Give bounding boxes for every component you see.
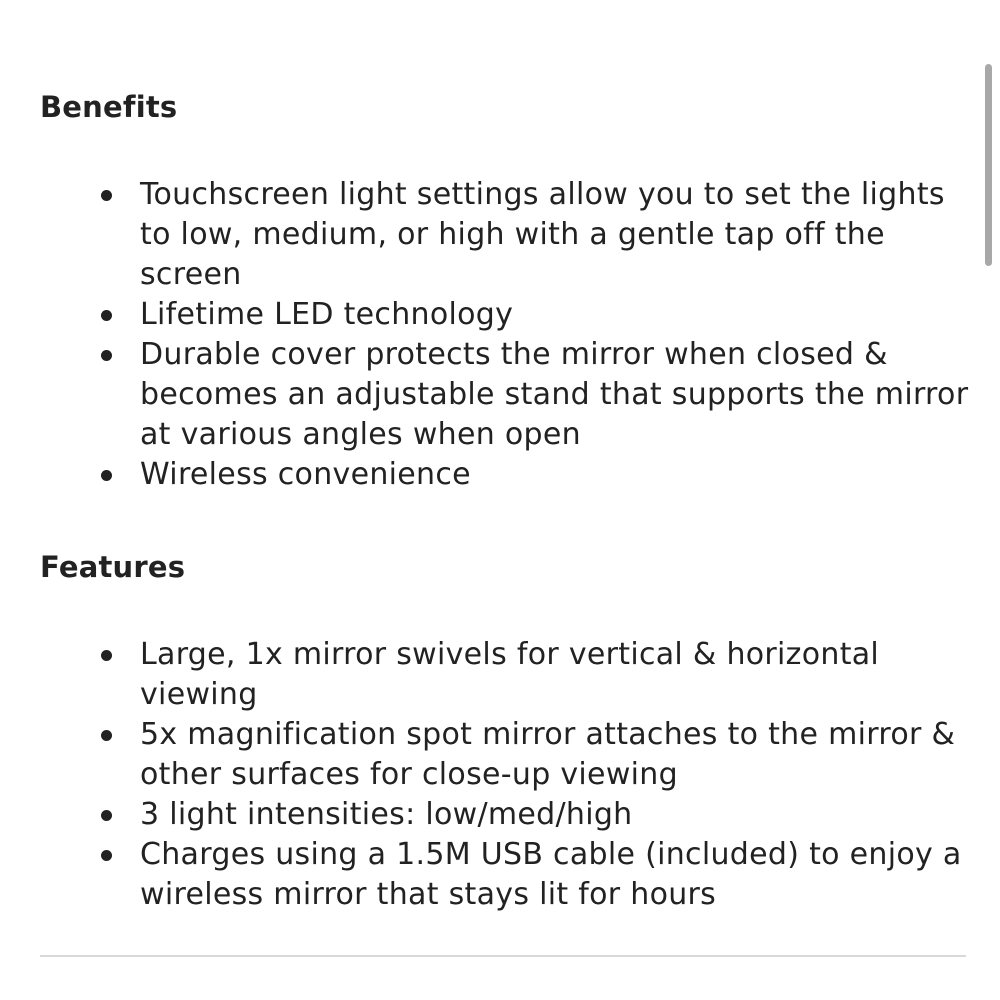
feature-text: Large, 1x mirror swivels for vertical & horizontal viewing <box>140 637 880 712</box>
bullet-icon <box>101 650 112 661</box>
feature-text: 3 light intensities: low/med/high <box>140 797 633 832</box>
benefits-heading: Benefits <box>40 90 178 124</box>
feature-text: 5x magnification spot mirror attaches to the mirror & other surfaces for close-up viewing <box>140 717 956 792</box>
features-list <box>40 635 970 915</box>
list-item <box>40 455 970 495</box>
benefit-text: Durable cover protects the mirror when closed & becomes an adjustable stand that supports the mirror at various angles when open <box>140 337 969 452</box>
bullet-icon <box>101 190 112 201</box>
benefits-list <box>40 175 970 495</box>
list-item <box>40 175 970 295</box>
bullet-icon <box>101 350 112 361</box>
list-item <box>40 715 970 795</box>
list-item <box>40 635 970 715</box>
features-heading: Features <box>40 550 186 584</box>
bullet-icon <box>101 730 112 741</box>
bullet-icon <box>101 310 112 321</box>
benefit-text: Lifetime LED technology <box>140 297 514 332</box>
list-item <box>40 795 970 835</box>
bullet-icon <box>101 470 112 481</box>
section-divider <box>40 955 966 957</box>
benefit-text: Wireless convenience <box>140 457 471 492</box>
vertical-scrollbar[interactable] <box>985 64 992 266</box>
list-item <box>40 835 970 915</box>
list-item <box>40 295 970 335</box>
bullet-icon <box>101 850 112 861</box>
benefit-text: Touchscreen light settings allow you to set the lights to low, medium, or high with a gentle tap off the screen <box>140 177 945 292</box>
bullet-icon <box>101 810 112 821</box>
list-item <box>40 335 970 455</box>
feature-text: Charges using a 1.5M USB cable (included) to enjoy a wireless mirror that stays lit for hours <box>140 837 962 912</box>
